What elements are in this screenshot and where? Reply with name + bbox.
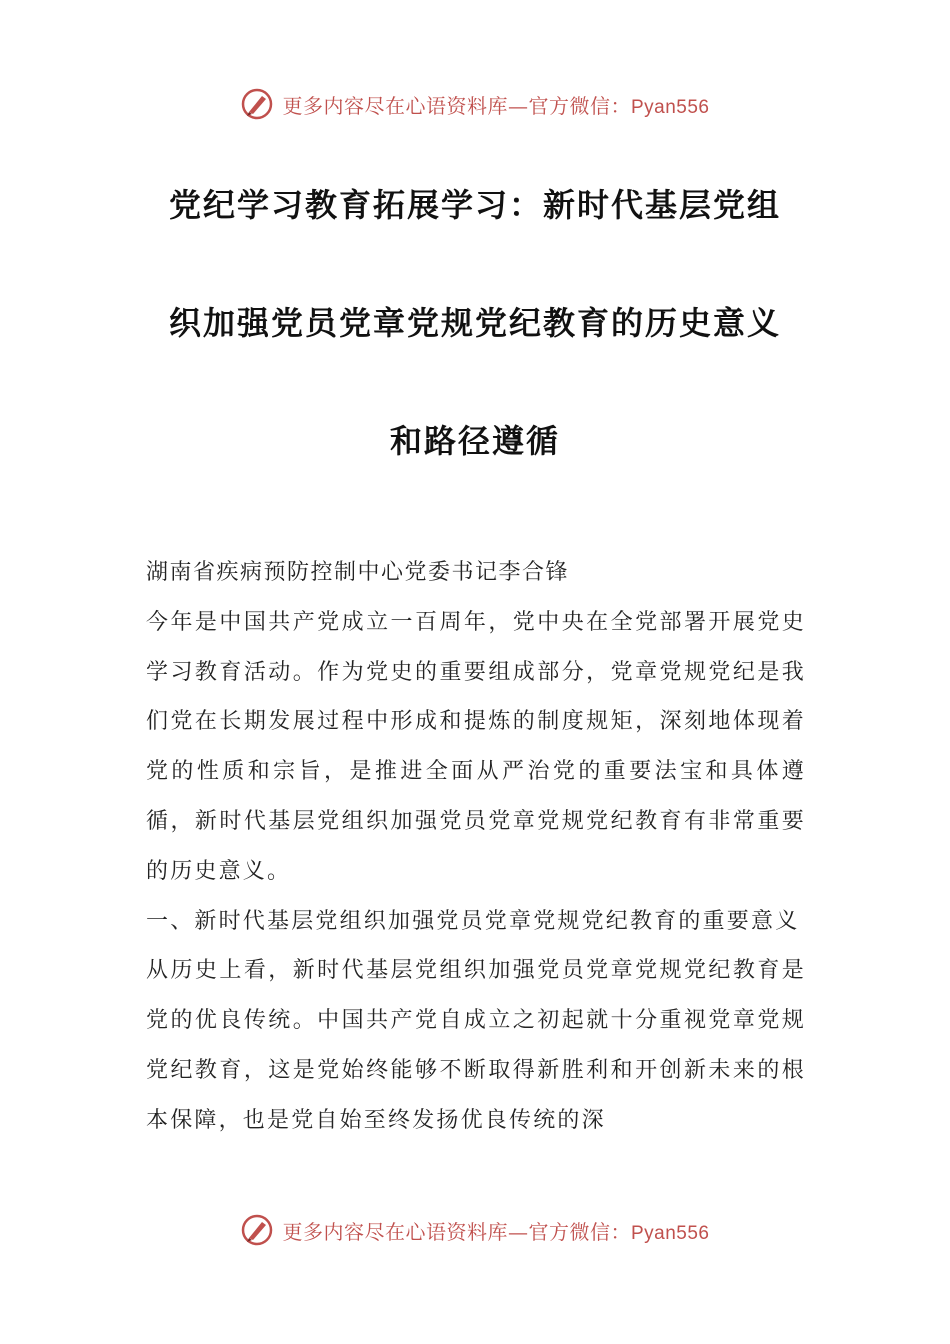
pen-logo-icon [240, 1213, 274, 1247]
section-heading-1: 一、新时代基层党组织加强党员党章党规党纪教育的重要意义 [146, 908, 800, 934]
paragraph-history: 从历史上看，新时代基层党组织加强党员党章党规党纪教育是党的优良传统。中国共产党自成立之初起就十分重视党章党规党纪教育，这是党始终能够不断取得新胜利和开创新未来的根本保障，也是党自始至终发扬优良传统的深 [146, 958, 806, 1133]
watermark-text: 更多内容尽在心语资料库—官方微信：Pyan556 [282, 93, 710, 118]
watermark-wechat-id: Pyan556 [630, 96, 710, 118]
watermark-footer [0, 1210, 950, 1250]
document-title-line-1: 党纪学习教育拓展学习：新时代基层党组 [168, 186, 781, 224]
document-title-line-2: 织加强党员党章党规党纪教育的历史意义 [168, 304, 781, 342]
document-title-line-3: 和路径遵循 [389, 422, 560, 460]
paragraph-intro: 今年是中国共产党成立一百周年，党中央在全党部署开展党史学习教育活动。作为党史的重要组成部分，党章党规党纪是我们党在长期发展过程中形成和提炼的制度规矩，深刻地体现着党的性质和宗旨，是推进全面从严治党的重要法宝和具体遵循，新时代基层党组织加强党员党章党规党纪教育有非常重要的历史意义。 [146, 609, 806, 884]
watermark-text: 更多内容尽在心语资料库—官方微信：Pyan556 [282, 1219, 710, 1244]
document-body [146, 548, 806, 1146]
author-line: 湖南省疾病预防控制中心党委书记李合锋 [146, 560, 570, 585]
watermark-wechat-id: Pyan556 [630, 1222, 710, 1244]
watermark-header [0, 84, 950, 124]
pen-logo-icon [240, 87, 274, 121]
